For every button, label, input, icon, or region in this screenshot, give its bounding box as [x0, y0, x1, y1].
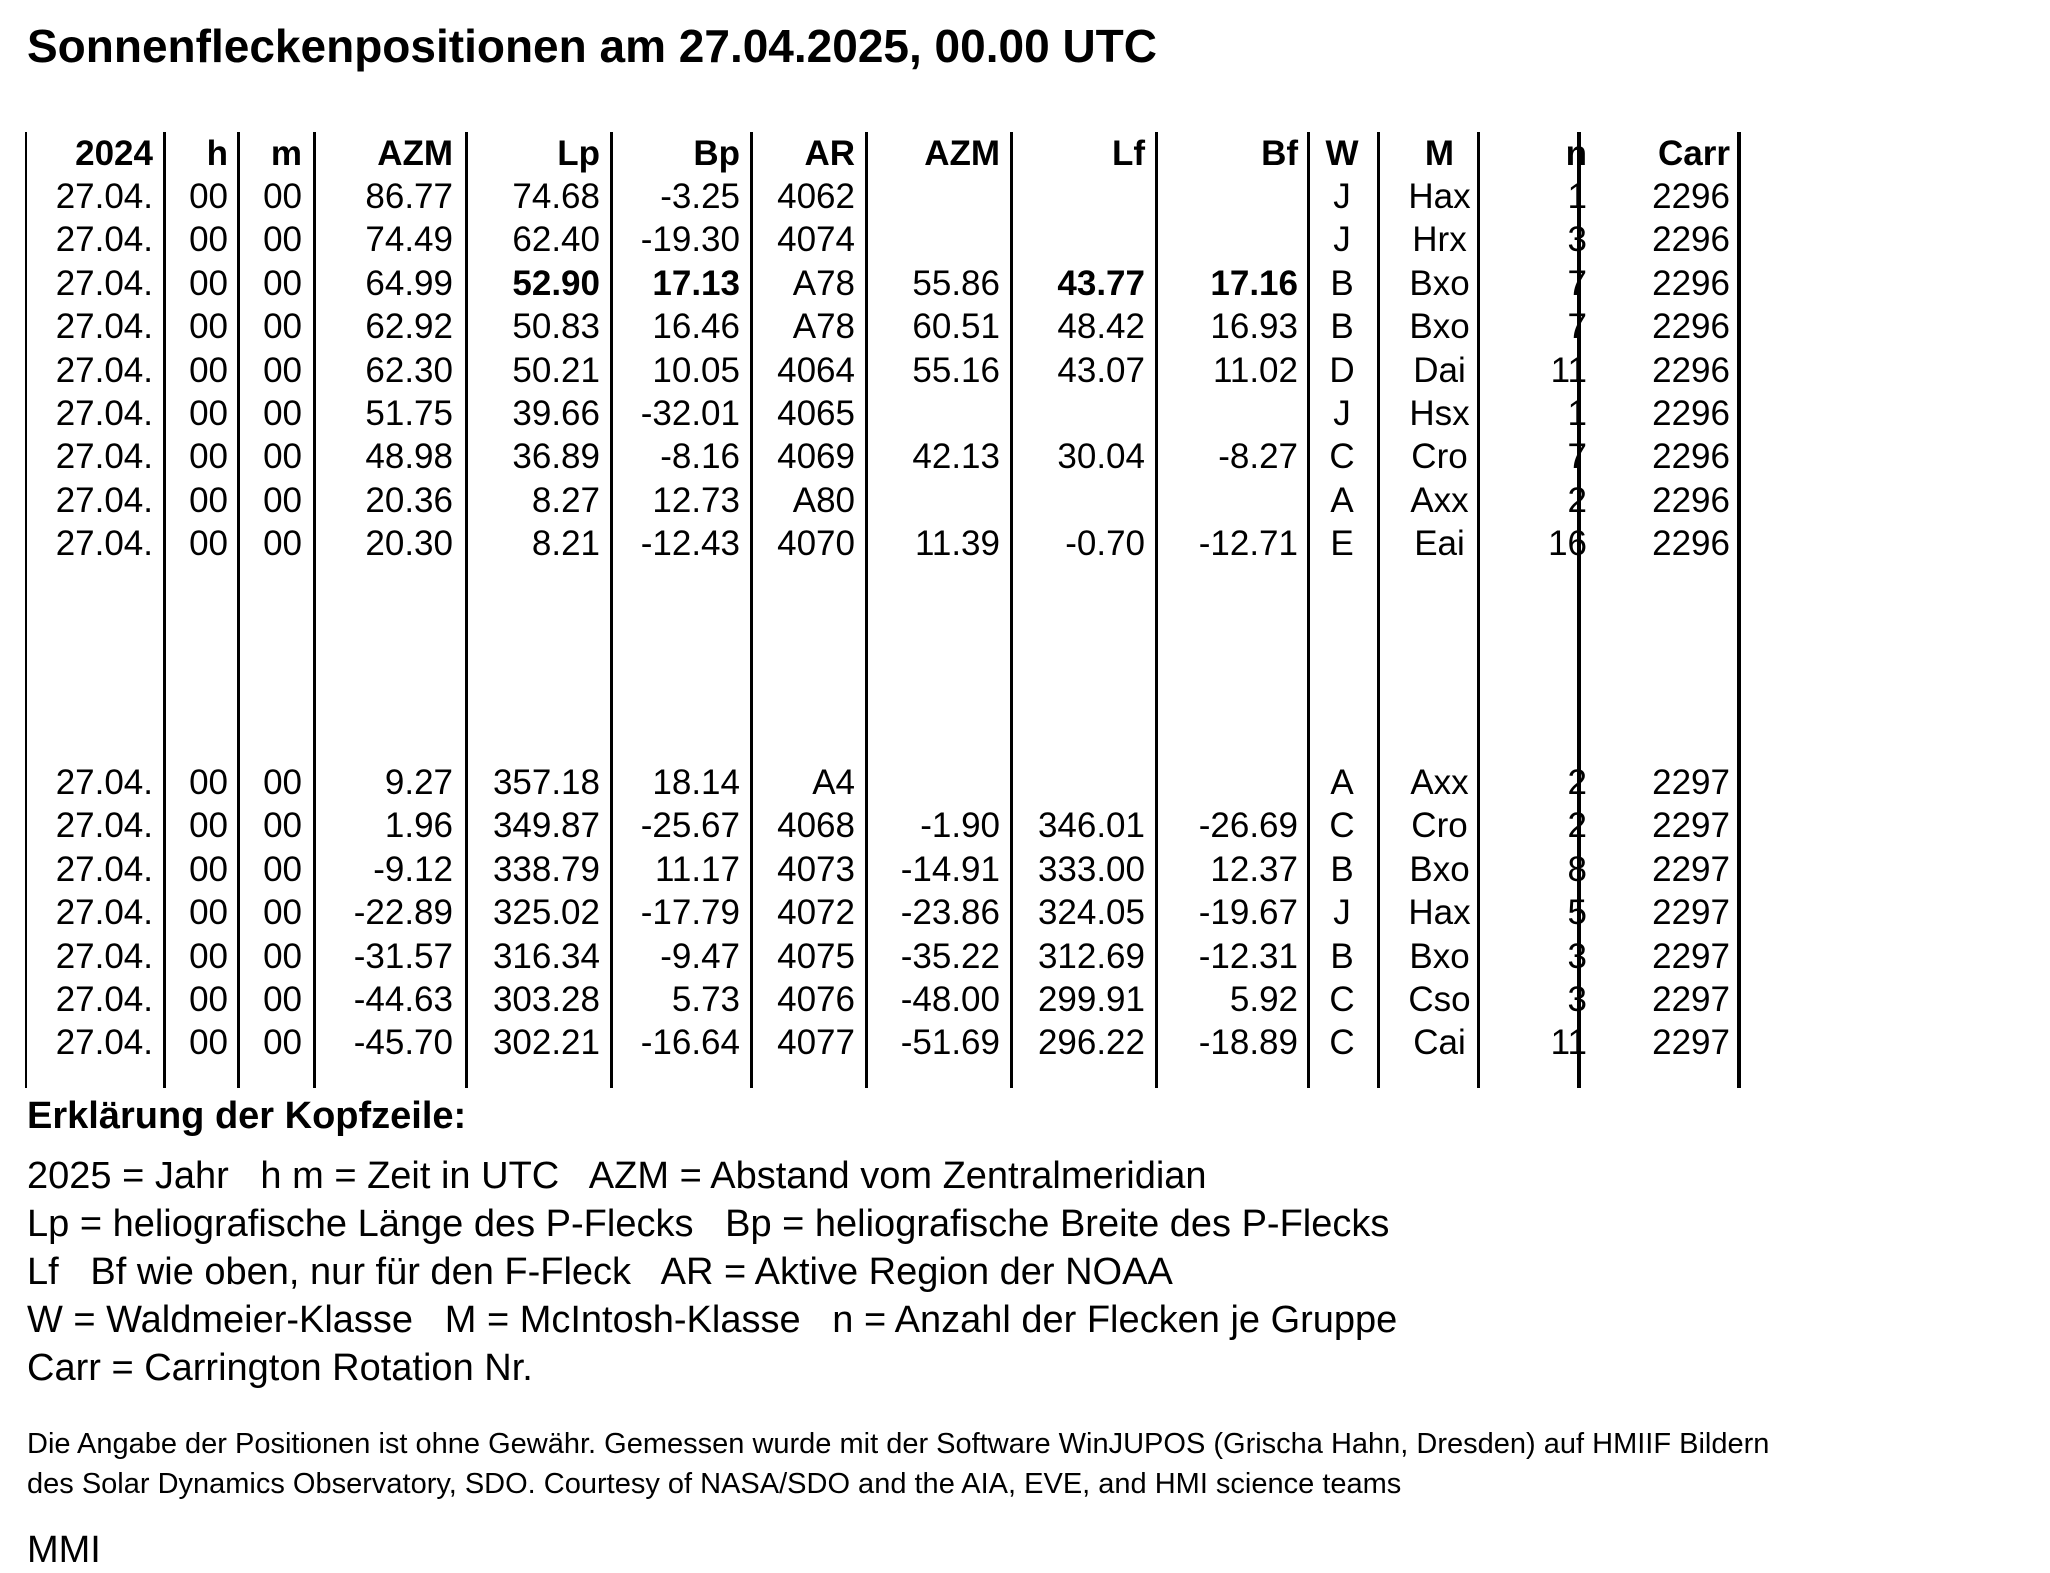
cell-bf: -19.67	[1198, 893, 1298, 933]
cell-bf: -12.31	[1198, 936, 1298, 976]
cell-m: Axx	[1410, 480, 1469, 520]
cell-m: Hrx	[1412, 220, 1467, 260]
cell-date: 27.04.	[55, 220, 153, 260]
cell-m: Cai	[1413, 1023, 1466, 1063]
cell-carr: 2297	[1652, 980, 1730, 1019]
cell-carr: 2297	[1652, 849, 1730, 889]
cell-ar: A80	[792, 480, 855, 520]
cell-n: 2	[1567, 763, 1587, 802]
cell-m: Bxo	[1409, 936, 1470, 976]
cell-minute: 00	[263, 806, 302, 846]
cell-minute: 00	[263, 307, 302, 347]
cell-azm-p: 86.77	[365, 177, 453, 216]
cell-w: C	[1329, 1023, 1355, 1063]
cell-minute: 00	[263, 437, 302, 477]
cell-n: 11	[1550, 1023, 1587, 1063]
cell-minute: 00	[263, 936, 302, 976]
cell-n: 2	[1567, 806, 1587, 846]
cell-lp: 8.21	[531, 524, 600, 564]
cell-lp: 62.40	[512, 220, 600, 260]
cell-date: 27.04.	[55, 936, 153, 976]
cell-ar: 4068	[777, 806, 855, 846]
cell-bf: -26.69	[1198, 806, 1298, 846]
cell-date: 27.04.	[55, 806, 153, 846]
cell-bf	[1160, 175, 1298, 218]
cell-date: 27.04.	[55, 849, 153, 889]
cell-date: 27.04.	[55, 263, 153, 303]
cell-ar: 4064	[777, 350, 855, 390]
header-cell-bf: Bf	[1261, 134, 1298, 173]
cell-w: J	[1333, 394, 1351, 433]
cell-ar: 4062	[777, 177, 855, 216]
table-row	[0, 522, 1760, 565]
cell-carr: 2296	[1652, 394, 1730, 433]
legend-line-f-fleck: Lf Bf wie oben, nur für den F-Fleck AR = Aktive Region der NOAA	[27, 1251, 1173, 1293]
author-signature: MMI	[27, 1529, 101, 1571]
cell-date: 27.04.	[55, 394, 153, 433]
legend-line-carrington: Carr = Carrington Rotation Nr.	[27, 1347, 533, 1389]
cell-azm-f: 11.39	[915, 524, 1000, 564]
cell-n: 7	[1567, 307, 1587, 347]
cell-minute: 00	[263, 893, 302, 933]
cell-ar: 4072	[777, 893, 855, 933]
cell-azm-f: -1.90	[920, 806, 1000, 846]
cell-bp: 18.14	[652, 763, 740, 802]
cell-carr: 2296	[1652, 220, 1730, 260]
cell-w: C	[1329, 806, 1355, 846]
cell-ar: A78	[792, 263, 855, 303]
cell-carr: 2297	[1652, 1023, 1730, 1063]
cell-azm-f: 60.51	[912, 307, 1000, 347]
cell-hour: 00	[189, 524, 228, 564]
cell-lf: 346.01	[1037, 806, 1145, 846]
table-row	[0, 305, 1760, 348]
cell-azm-f	[870, 175, 1000, 218]
cell-bf	[1160, 761, 1298, 804]
cell-lf	[1015, 218, 1145, 261]
cell-bf: -12.71	[1198, 524, 1298, 564]
cell-carr: 2296	[1652, 350, 1730, 390]
disclaimer	[27, 1424, 1769, 1504]
table-row	[0, 435, 1760, 478]
cell-lf: 333.00	[1037, 849, 1145, 889]
disclaimer-line: des Solar Dynamics Observatory, SDO. Courtesy of NASA/SDO and the AIA, EVE, and HMI science teams	[27, 1468, 1402, 1500]
cell-bp: 17.13	[652, 263, 740, 303]
cell-hour: 00	[189, 177, 228, 216]
cell-hour: 00	[189, 437, 228, 477]
cell-ar: A78	[792, 307, 855, 347]
cell-bf: 17.16	[1210, 263, 1298, 303]
cell-m: Cro	[1411, 806, 1468, 846]
cell-lp: 349.87	[492, 806, 600, 846]
cell-n: 7	[1567, 437, 1587, 477]
cell-azm-f: -51.69	[900, 1023, 1000, 1063]
cell-azm-p: -9.12	[373, 849, 453, 889]
cell-azm-f	[870, 761, 1000, 804]
cell-w: C	[1329, 980, 1355, 1019]
cell-lf: 324.05	[1037, 893, 1145, 933]
legend-line-p-fleck: Lp = heliografische Länge des P-Flecks Bp = heliografische Breite des P-Flecks	[27, 1203, 1390, 1245]
cell-w: B	[1330, 936, 1354, 976]
cell-minute: 00	[263, 394, 302, 433]
cell-azm-f	[870, 392, 1000, 435]
table-header-row	[0, 132, 1760, 175]
table-row	[0, 262, 1760, 305]
cell-ar: 4073	[777, 849, 855, 889]
cell-azm-f: -35.22	[900, 936, 1000, 976]
cell-minute: 00	[263, 524, 302, 564]
cell-ar: 4070	[777, 524, 855, 564]
cell-w: B	[1330, 263, 1354, 303]
cell-bf: 11.02	[1213, 350, 1298, 390]
cell-m: Bxo	[1409, 263, 1470, 303]
cell-lp: 39.66	[512, 394, 600, 433]
cell-bp: -25.67	[640, 806, 740, 846]
cell-hour: 00	[189, 936, 228, 976]
cell-ar: A4	[812, 763, 855, 802]
cell-n: 3	[1567, 220, 1587, 260]
header-cell-date: 2024	[75, 134, 153, 173]
table-row	[0, 804, 1760, 847]
cell-date: 27.04.	[55, 307, 153, 347]
cell-lp: 50.21	[512, 350, 600, 390]
cell-azm-f: 55.86	[912, 263, 1000, 303]
cell-bp: 10.05	[652, 350, 740, 390]
header-cell-azm-f: AZM	[924, 134, 1000, 173]
cell-w: D	[1329, 350, 1355, 390]
cell-date: 27.04.	[55, 350, 153, 390]
cell-w: A	[1330, 480, 1354, 520]
cell-w: A	[1330, 763, 1354, 802]
cell-hour: 00	[189, 263, 228, 303]
table-row	[0, 1021, 1760, 1064]
table-row	[0, 392, 1760, 435]
cell-bp: -3.25	[660, 177, 740, 216]
sunspot-table	[0, 132, 1760, 1088]
table-row	[0, 175, 1760, 218]
header-cell-n: n	[1565, 134, 1587, 173]
cell-hour: 00	[189, 220, 228, 260]
cell-n: 5	[1567, 893, 1587, 933]
cell-hour: 00	[189, 480, 228, 520]
header-cell-ar: AR	[804, 134, 855, 173]
header-legend	[27, 1090, 1397, 1392]
table-row	[0, 848, 1760, 891]
cell-azm-p: -22.89	[353, 893, 453, 933]
cell-bp: -9.47	[660, 936, 740, 976]
cell-bp: 16.46	[652, 307, 740, 347]
cell-minute: 00	[263, 220, 302, 260]
cell-azm-p: 48.98	[365, 437, 453, 477]
legend-line-classes: W = Waldmeier-Klasse M = McIntosh-Klasse n = Anzahl der Flecken je Gruppe	[27, 1299, 1398, 1341]
table-row	[0, 761, 1760, 804]
cell-bp: -8.16	[660, 437, 740, 477]
cell-m: Hax	[1408, 177, 1471, 216]
cell-bf: 12.37	[1210, 849, 1298, 889]
header-cell-w: W	[1325, 134, 1359, 173]
cell-lp: 8.27	[531, 480, 600, 520]
cell-w: B	[1330, 849, 1354, 889]
cell-n: 1	[1567, 394, 1587, 433]
table-row	[0, 935, 1760, 978]
cell-minute: 00	[263, 480, 302, 520]
cell-bf: 5.92	[1229, 980, 1298, 1019]
cell-carr: 2296	[1652, 480, 1730, 520]
cell-azm-f	[870, 218, 1000, 261]
cell-azm-p: 20.36	[365, 480, 453, 520]
cell-bp: -17.79	[640, 893, 740, 933]
cell-n: 2	[1567, 480, 1587, 520]
cell-azm-p: 62.30	[365, 350, 453, 390]
cell-lp: 357.18	[492, 763, 600, 802]
cell-bp: -16.64	[640, 1023, 740, 1063]
cell-azm-p: 51.75	[365, 394, 453, 433]
cell-carr: 2296	[1652, 177, 1730, 216]
cell-lp: 50.83	[512, 307, 600, 347]
cell-m: Dai	[1413, 350, 1466, 390]
cell-m: Eai	[1414, 524, 1465, 564]
cell-azm-p: -44.63	[353, 980, 453, 1019]
legend-heading: Erklärung der Kopfzeile:	[27, 1095, 467, 1137]
cell-lf: 30.04	[1057, 437, 1145, 477]
cell-minute: 00	[263, 350, 302, 390]
cell-hour: 00	[189, 394, 228, 433]
header-cell-m: M	[1424, 134, 1455, 173]
cell-lp: 74.68	[512, 177, 600, 216]
cell-azm-p: -31.57	[353, 936, 453, 976]
table-row	[0, 218, 1760, 261]
cell-m: Hsx	[1409, 394, 1470, 433]
cell-w: C	[1329, 437, 1355, 477]
header-cell-lp: Lp	[557, 134, 600, 173]
cell-carr: 2296	[1652, 437, 1730, 477]
cell-bp: 12.73	[652, 480, 740, 520]
table-row	[0, 349, 1760, 392]
header-cell-carr: Carr	[1658, 134, 1730, 173]
cell-minute: 00	[263, 1023, 302, 1063]
cell-azm-f: 42.13	[912, 437, 1000, 477]
cell-carr: 2297	[1652, 893, 1730, 933]
cell-carr: 2297	[1652, 936, 1730, 976]
cell-date: 27.04.	[55, 893, 153, 933]
table-row	[0, 978, 1760, 1021]
cell-ar: 4069	[777, 437, 855, 477]
cell-carr: 2296	[1652, 307, 1730, 347]
cell-bf: 16.93	[1210, 307, 1298, 347]
cell-lf: 43.77	[1057, 263, 1145, 303]
cell-hour: 00	[189, 806, 228, 846]
cell-lf	[1015, 392, 1145, 435]
cell-hour: 00	[189, 893, 228, 933]
cell-azm-p: 20.30	[365, 524, 453, 564]
cell-minute: 00	[263, 849, 302, 889]
cell-bf	[1160, 218, 1298, 261]
cell-ar: 4077	[777, 1023, 855, 1063]
cell-lp: 52.90	[512, 263, 600, 303]
cell-azm-p: 62.92	[365, 307, 453, 347]
cell-hour: 00	[189, 763, 228, 802]
cell-minute: 00	[263, 980, 302, 1019]
header-cell-azm-p: AZM	[377, 134, 453, 173]
cell-n: 11	[1550, 350, 1587, 390]
cell-hour: 00	[189, 350, 228, 390]
cell-lp: 302.21	[492, 1023, 600, 1063]
cell-w: J	[1333, 893, 1351, 933]
cell-minute: 00	[263, 763, 302, 802]
cell-lf: 296.22	[1037, 1023, 1145, 1063]
cell-bf	[1160, 479, 1298, 522]
cell-date: 27.04.	[55, 980, 153, 1019]
header-cell-lf: Lf	[1111, 134, 1145, 173]
disclaimer-line: Die Angabe der Positionen ist ohne Gewähr. Gemessen wurde mit der Software WinJUPOS (Grischa Hahn, Dresden) auf HMIIF Bildern	[27, 1428, 1770, 1460]
cell-n: 3	[1567, 980, 1587, 1019]
cell-n: 1	[1567, 177, 1587, 216]
cell-n: 8	[1567, 849, 1587, 889]
cell-bp: 5.73	[671, 980, 740, 1019]
cell-date: 27.04.	[55, 763, 153, 802]
cell-n: 7	[1567, 263, 1587, 303]
cell-date: 27.04.	[55, 1023, 153, 1063]
cell-m: Axx	[1410, 763, 1469, 802]
cell-date: 27.04.	[55, 480, 153, 520]
cell-bp: 11.17	[655, 849, 740, 889]
cell-hour: 00	[189, 980, 228, 1019]
cell-bp: -19.30	[640, 220, 740, 260]
cell-w: B	[1330, 307, 1354, 347]
cell-azm-p: 74.49	[365, 220, 453, 260]
table-row	[0, 891, 1760, 934]
cell-m: Bxo	[1409, 307, 1470, 347]
header-cell-minute: m	[270, 134, 302, 173]
cell-m: Cro	[1411, 437, 1468, 477]
cell-ar: 4075	[777, 936, 855, 976]
cell-hour: 00	[189, 1023, 228, 1063]
cell-azm-p: -45.70	[353, 1023, 453, 1063]
cell-azm-f: 55.16	[912, 350, 1000, 390]
cell-m: Hax	[1408, 893, 1471, 933]
header-cell-bp: Bp	[693, 134, 740, 173]
cell-lf	[1015, 479, 1145, 522]
page-title: Sonnenfleckenpositionen am 27.04.2025, 00.00 UTC	[27, 20, 1157, 72]
cell-m: Bxo	[1409, 849, 1470, 889]
table-row	[0, 479, 1760, 522]
cell-w: J	[1333, 220, 1351, 260]
cell-minute: 00	[263, 177, 302, 216]
cell-azm-p: 9.27	[384, 763, 453, 802]
cell-carr: 2297	[1652, 806, 1730, 846]
cell-bf: -18.89	[1198, 1023, 1298, 1063]
cell-lp: 338.79	[492, 849, 600, 889]
cell-w: E	[1330, 524, 1354, 564]
cell-azm-f: -23.86	[900, 893, 1000, 933]
cell-lp: 325.02	[492, 893, 600, 933]
cell-date: 27.04.	[55, 437, 153, 477]
legend-line-time: 2025 = Jahr h m = Zeit in UTC AZM = Abstand vom Zentralmeridian	[27, 1155, 1207, 1197]
cell-lf: 312.69	[1037, 936, 1145, 976]
cell-azm-p: 1.96	[384, 806, 453, 846]
cell-date: 27.04.	[55, 177, 153, 216]
cell-lp: 316.34	[492, 936, 600, 976]
cell-hour: 00	[189, 849, 228, 889]
cell-lp: 36.89	[512, 437, 600, 477]
cell-n: 16	[1548, 524, 1587, 564]
cell-carr: 2296	[1652, 524, 1730, 564]
cell-hour: 00	[189, 307, 228, 347]
cell-lp: 303.28	[492, 980, 600, 1019]
cell-lf: 48.42	[1057, 307, 1145, 347]
cell-carr: 2297	[1652, 763, 1730, 802]
cell-azm-f	[870, 479, 1000, 522]
cell-bf: -8.27	[1218, 437, 1298, 477]
cell-n: 3	[1567, 936, 1587, 976]
header-cell-hour: h	[206, 134, 228, 173]
cell-lf: -0.70	[1065, 524, 1145, 564]
cell-m: Cso	[1408, 980, 1471, 1019]
cell-minute: 00	[263, 263, 302, 303]
cell-lf	[1015, 175, 1145, 218]
cell-lf	[1015, 761, 1145, 804]
cell-azm-f: -48.00	[900, 980, 1000, 1019]
cell-azm-f: -14.91	[900, 849, 1000, 889]
cell-date: 27.04.	[55, 524, 153, 564]
cell-carr: 2296	[1652, 263, 1730, 303]
cell-w: J	[1333, 177, 1351, 216]
cell-ar: 4074	[777, 220, 855, 260]
cell-azm-p: 64.99	[365, 263, 453, 303]
cell-bp: -12.43	[640, 524, 740, 564]
cell-lf: 299.91	[1037, 980, 1145, 1019]
cell-ar: 4065	[777, 394, 855, 433]
cell-bf	[1160, 392, 1298, 435]
cell-lf: 43.07	[1057, 350, 1145, 390]
cell-bp: -32.01	[640, 394, 740, 433]
cell-ar: 4076	[777, 980, 855, 1019]
